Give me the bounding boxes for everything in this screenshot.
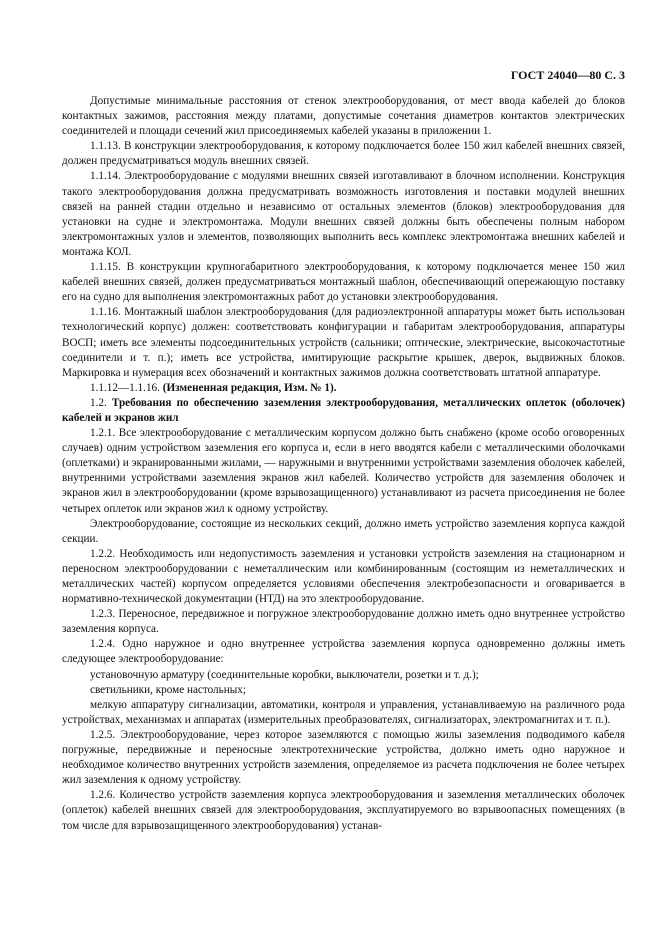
page-header: ГОСТ 24040—80 С. 3 [510, 68, 625, 82]
paragraph: 1.2.4. Одно наружное и одно внутреннее устройства заземления корпуса одновременно должны иметь следующее электрооборудование: [62, 638, 625, 666]
paragraph: 1.1.15. В конструкции крупногабаритного электрооборудования, к которому подключается менее 150 жил кабелей внешних связей, должен предусматриваться монтажный шаблон, обеспечивающий опережающую поставку его на судно для выполнения электромонтажных работ до установки электрооборудования. [62, 261, 625, 304]
section-heading [62, 396, 625, 426]
paragraph: 1.1.14. Электрооборудование с модулями внешних связей изготавливают в блочном исполнении. Конструкция такого электрооборудования должна предусматривать возможность изготовления и поставки модулей внешних связей на ранней стадии отдельно и независимо от остальных элементов (блоков) электрооборудования для установки на судне и электромонтажа. Модули внешних связей должны быть обеспечены полным набором электромонтажных узлов и элементов, позволяющих выполнить весь комплекс электромонтажа внешних кабелей и монтажа КОЛ. [62, 170, 625, 258]
paragraph: 1.2.3. Переносное, передвижное и погружное электрооборудование должно иметь одно внутреннее устройство заземления корпуса. [62, 608, 625, 636]
document-body [62, 94, 625, 834]
section-number: 1.2. [90, 396, 107, 409]
paragraph: 1.1.16. Монтажный шаблон электрооборудования (для радиоэлектронной аппаратуры может быть использован технологический корпус) должен: соответствовать конфигурации и габаритам электрооборудования, аппаратуры ВОСП; иметь все элементы подсоединительных устройств (сальники; оптические, электрические, высокочастотные соединители и т. п.); иметь все устройства, имитирующие раскрытие крышек, дверок, выдвижных блоков. Маркировка и нумерация всех обозначений и контактных зажимов должна соответствовать штатной аппаратуре. [62, 306, 625, 379]
paragraph: установочную арматуру (соединительные коробки, выключатели, розетки и т. д.); [90, 668, 479, 681]
amendment-text: (Измененная редакция, Изм. № 1). [162, 381, 337, 394]
paragraph: 1.2.5. Электрооборудование, через которое заземляются с помощью жилы заземления подводимого кабеля погружные, передвижные и переносные электротехнические устройства, должно иметь одно наружное и необходимое количество внутренних устройств заземления, определяемое из расчета подключения не более четырех жил заземления к одному устройству. [62, 728, 625, 787]
paragraph: 1.2.6. Количество устройств заземления корпуса электрооборудования и заземления металлических оболочек (оплеток) кабелей внешних связей для электрооборудования, эксплуатируемого во взрывоопасных помещениях (в том числе для взрывозащищенного электрооборудования) устанав- [62, 789, 625, 832]
paragraph: Допустимые минимальные расстояния от стенок электрооборудования, от мест ввода кабелей до блоков контактных зажимов, расстояния между платами, допустимые сочетания диаметров контактов электрических соединителей и площади сечений жил присоединяемых кабелей указаны в приложении 1. [62, 95, 625, 138]
paragraph: Электрооборудование, состоящие из нескольких секций, должно иметь устройство заземления корпуса каждой секции. [62, 517, 625, 545]
paragraph: 1.2.1. Все электрооборудование с металлическим корпусом должно быть снабжено (кроме особо оговоренных случаев) одним устройством заземления его корпуса и, если в него вводятся кабели с металлическими оболочками (оплетками) и экранированными жилами, — наружными и внутренними устройствами заземления оболочек кабелей, внутренними устройствами заземления экранов жил кабелей. Количество устройств для заземления оболочек и экранов жил в электрооборудовании (кроме взрывозащищенного) устанавливают из расчета присоединения не более четырех оплеток или экранов жил к одному устройству. [62, 427, 625, 515]
amendment-note [62, 381, 625, 396]
paragraph: 1.1.13. В конструкции электрооборудования, к которому подключается более 150 жил кабелей внешних связей, должен предусматриваться модуль внешних связей. [62, 140, 625, 168]
paragraph: светильники, кроме настольных; [90, 683, 246, 696]
amendment-ref: 1.1.12—1.1.16. [90, 381, 160, 394]
paragraph: 1.2.2. Необходимость или недопустимость заземления и установки устройств заземления на стационарном и переносном электрооборудовании с неметаллическим или комбинированным (состоящим из неметаллических и металлических частей) корпусом определяется условиями обеспечения электробезопасности и оговаривается в нормативно-технической документации (НТД) на это электрооборудование. [62, 547, 625, 606]
section-title: Требования по обеспечению заземления электрооборудования, металлических оплеток (оболочек) кабелей и экранов жил [62, 396, 626, 424]
paragraph: мелкую аппаратуру сигнализации, автоматики, контроля и управления, устанавливаемую на различного рода устройствах, механизмах и аппаратах (измерительных преобразователях, сигнализаторах, электромагнитах и т. п.). [62, 698, 625, 726]
